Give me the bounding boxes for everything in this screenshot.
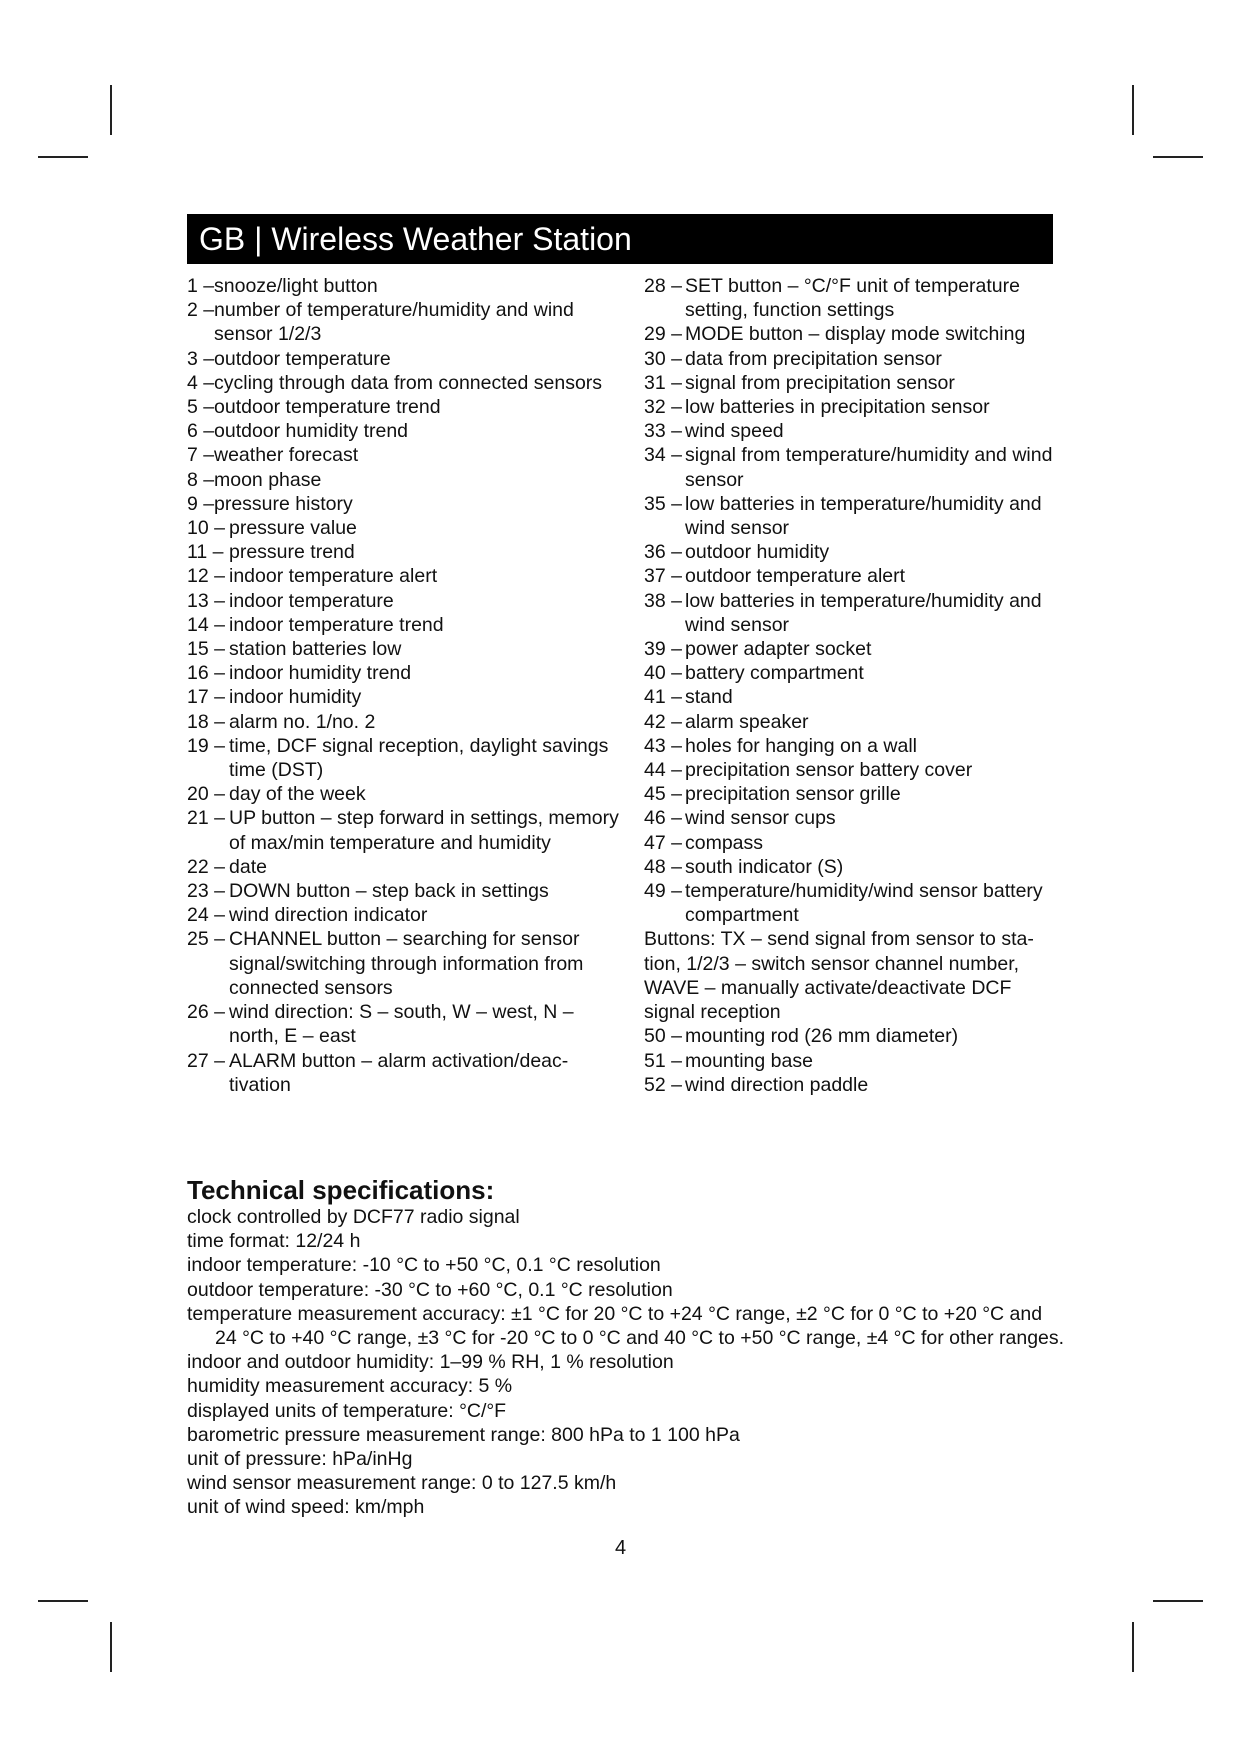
legend-item [187, 468, 627, 492]
legend-item [187, 637, 627, 661]
legend-item [187, 443, 627, 467]
legend-number: 48 – [644, 855, 682, 878]
crop-mark [38, 156, 88, 158]
legend-number: 3 – [187, 347, 215, 370]
legend-item [644, 322, 1064, 346]
legend-number: 6 – [187, 420, 215, 443]
legend-item [644, 395, 1064, 419]
legend-number: 44 – [644, 759, 682, 782]
legend-number: 8 – [187, 468, 215, 491]
legend-number: 43 – [644, 734, 682, 757]
legend-text: signal from temperature/humidity and wind sensor [685, 444, 1053, 491]
legend-number: 40 – [644, 662, 682, 685]
legend-number: 21 – [187, 807, 225, 830]
legend-item [187, 1000, 627, 1048]
legend-text: south indicator (S) [685, 855, 844, 878]
spec-line: indoor and outdoor humidity: 1–99 % RH, 1 % resolution [187, 1351, 674, 1374]
legend-number: 23 – [187, 880, 225, 903]
spec-line: unit of wind speed: km/mph [187, 1496, 425, 1519]
legend-item [644, 710, 1064, 734]
legend-number: 2 – [187, 299, 215, 322]
legend-number: 35 – [644, 492, 682, 515]
legend-number: 42 – [644, 710, 682, 733]
legend-item [187, 734, 627, 782]
legend-item [187, 710, 627, 734]
legend-text: pressure history [214, 492, 353, 515]
legend-number: 30 – [644, 347, 682, 370]
legend-item [187, 1049, 627, 1097]
crop-mark [38, 1600, 88, 1602]
legend-number: 9 – [187, 492, 215, 515]
crop-mark [1153, 156, 1203, 158]
legend-text: indoor temperature alert [229, 565, 438, 588]
legend-number: 52 – [644, 1073, 682, 1096]
legend-text: outdoor humidity [685, 541, 830, 564]
legend-text: alarm no. 1/no. 2 [229, 710, 376, 733]
legend-item [644, 443, 1064, 491]
legend-item [644, 371, 1064, 395]
legend-text: number of temperature/humidity and wind sensor 1/2/3 [214, 299, 574, 346]
legend-item [644, 589, 1064, 637]
legend-number: 46 – [644, 807, 682, 830]
legend-text: pressure value [229, 517, 357, 540]
legend-text: SET button – °C/°F unit of temperature setting, function settings [685, 275, 1020, 322]
legend-number: 18 – [187, 710, 225, 733]
legend-text: data from precipitation sensor [685, 347, 942, 370]
section-heading: Technical specifications: [187, 1175, 495, 1205]
legend-text: indoor humidity trend [229, 662, 412, 685]
legend-number: 33 – [644, 420, 682, 443]
legend-text: snooze/light button [214, 275, 378, 297]
legend-text: date [229, 855, 267, 878]
legend-item [644, 661, 1064, 685]
legend-text: outdoor temperature alert [685, 565, 906, 588]
legend-item [644, 637, 1064, 661]
legend-text: weather forecast [214, 444, 359, 467]
legend-item [187, 782, 627, 806]
legend-number: 13 – [187, 589, 225, 612]
legend-number: 41 – [644, 686, 682, 709]
legend-item [187, 589, 627, 613]
legend-item [644, 806, 1064, 830]
legend-text: wind sensor cups [685, 807, 836, 830]
legend-text: time, DCF signal reception, daylight savings time (DST) [229, 734, 609, 782]
legend-number: 34 – [644, 444, 682, 467]
legend-item [644, 347, 1064, 371]
legend-text: power adapter socket [685, 638, 872, 661]
spec-line: time format: 12/24 h [187, 1230, 361, 1253]
legend-text: ALARM button – alarm activation/deac-tivation [229, 1049, 569, 1096]
legend-number: 25 – [187, 928, 225, 951]
legend-text: wind speed [685, 420, 784, 443]
legend-item [187, 685, 627, 709]
legend-text: precipitation sensor battery cover [685, 759, 973, 782]
legend-number: 12 – [187, 565, 225, 588]
legend-number: 14 – [187, 613, 225, 636]
legend-text: outdoor temperature [214, 347, 391, 370]
spec-line: outdoor temperature: -30 °C to +60 °C, 0.1 °C resolution [187, 1278, 673, 1301]
legend-number: 24 – [187, 904, 225, 927]
legend-item [644, 758, 1064, 782]
legend-left-column [187, 274, 627, 1097]
legend-text: signal from precipitation sensor [685, 371, 955, 394]
legend-number: 47 – [644, 831, 682, 854]
legend-text: compass [685, 831, 764, 854]
legend-number: 38 – [644, 589, 682, 612]
legend-number: 29 – [644, 323, 682, 346]
legend-number: 19 – [187, 734, 225, 757]
spec-line: clock controlled by DCF77 radio signal [187, 1206, 520, 1228]
legend-text: UP button – step forward in settings, memory of max/min temperature and humidity [229, 807, 619, 854]
legend-number: 17 – [187, 686, 225, 709]
legend-number: 28 – [644, 275, 682, 297]
legend-item [644, 492, 1064, 540]
legend-text: precipitation sensor grille [685, 783, 901, 806]
legend-item [644, 879, 1064, 927]
legend-text: day of the week [229, 783, 366, 806]
legend-number: 37 – [644, 565, 682, 588]
legend-number: 4 – [187, 371, 215, 394]
legend-text: low batteries in temperature/humidity and wind sensor [685, 492, 1042, 540]
legend-text: holes for hanging on a wall [685, 734, 917, 757]
page-number: 4 [614, 1537, 627, 1559]
legend-number: 26 – [187, 1001, 225, 1024]
legend-item [187, 806, 627, 854]
legend-number: 39 – [644, 638, 682, 661]
legend-text: mounting rod (26 mm diameter) [685, 1025, 959, 1048]
legend-item [644, 734, 1064, 758]
legend-right-column [644, 274, 1064, 1097]
legend-text: wind direction: S – south, W – west, N – north, E – east [229, 1001, 574, 1048]
crop-mark [1132, 1622, 1134, 1672]
legend-number: 10 – [187, 517, 225, 540]
legend-item [187, 274, 627, 298]
legend-text: moon phase [214, 468, 322, 491]
legend-number: 45 – [644, 783, 682, 806]
legend-item [644, 685, 1064, 709]
crop-mark [1132, 85, 1134, 135]
legend-text: MODE button – display mode switching [685, 323, 1026, 346]
legend-item [187, 347, 627, 371]
legend-text: battery compartment [685, 662, 864, 685]
legend-item [187, 516, 627, 540]
technical-specifications [187, 1175, 1067, 1520]
legend-text: wind direction indicator [229, 904, 428, 927]
legend-text: alarm speaker [685, 710, 809, 733]
spec-line: temperature measurement accuracy: ±1 °C for 20 °C to +24 °C range, ±2 °C for 0 °C to +20 °C and [187, 1302, 1043, 1325]
crop-mark [110, 1622, 112, 1672]
legend-number: 5 – [187, 396, 215, 419]
spec-line: 24 °C to +40 °C range, ±3 °C for -20 °C to 0 °C and 40 °C to +50 °C range, ±4 °C for other ranges. [215, 1327, 1065, 1350]
legend-item [644, 274, 1064, 322]
legend-number: 7 – [187, 444, 215, 467]
legend-item [187, 298, 627, 346]
legend-item [644, 1073, 1064, 1097]
legend-item [187, 927, 627, 1000]
legend-text: indoor temperature trend [229, 613, 444, 636]
legend-item [187, 371, 627, 395]
legend-text: temperature/humidity/wind sensor battery compartment [685, 880, 1043, 927]
legend-number: 11 – [187, 541, 224, 564]
page-title: GB | Wireless Weather Station [187, 214, 1053, 264]
spec-line: indoor temperature: -10 °C to +50 °C, 0.1 °C resolution [187, 1254, 661, 1277]
crop-mark [1153, 1600, 1203, 1602]
legend-item [644, 1024, 1064, 1048]
legend-text: mounting base [685, 1049, 813, 1072]
legend-number: 31 – [644, 371, 682, 394]
legend-text: low batteries in temperature/humidity and wind sensor [685, 589, 1042, 636]
legend-text: pressure trend [229, 541, 355, 564]
legend-text: DOWN button – step back in settings [229, 880, 549, 903]
buttons-note: Buttons: TX – send signal from sensor to sta-tion, 1/2/3 – switch sensor channel number, WAVE – manually activate/deactivate DCF signal reception [644, 928, 1034, 1024]
legend-number: 36 – [644, 541, 682, 564]
legend-item [644, 564, 1064, 588]
legend-item [644, 540, 1064, 564]
legend-text: outdoor temperature trend [214, 396, 441, 419]
legend-text: outdoor humidity trend [214, 420, 409, 443]
legend-item [644, 831, 1064, 855]
legend-item [187, 492, 627, 516]
legend-item [187, 879, 627, 903]
legend-text: stand [685, 686, 733, 709]
legend-text: wind direction paddle [685, 1073, 869, 1096]
legend-text: indoor humidity [229, 686, 362, 709]
legend-number: 32 – [644, 396, 682, 419]
spec-line: wind sensor measurement range: 0 to 127.5 km/h [187, 1472, 617, 1495]
legend-item [644, 855, 1064, 879]
legend-text: indoor temperature [229, 589, 394, 612]
legend-number: 51 – [644, 1049, 682, 1072]
spec-line: barometric pressure measurement range: 800 hPa to 1 100 hPa [187, 1423, 740, 1446]
legend-item [187, 903, 627, 927]
legend-number: 15 – [187, 638, 225, 661]
legend-number: 49 – [644, 880, 682, 903]
legend-item [187, 855, 627, 879]
legend-text: station batteries low [229, 638, 402, 661]
legend-text: low batteries in precipitation sensor [685, 396, 990, 419]
spec-line: unit of pressure: hPa/inHg [187, 1448, 413, 1471]
legend-item [187, 540, 627, 564]
legend-text: cycling through data from connected sensors [214, 371, 603, 394]
spec-line: displayed units of temperature: °C/°F [187, 1399, 507, 1422]
legend-number: 22 – [187, 855, 225, 878]
legend-item [644, 419, 1064, 443]
legend-item [187, 419, 627, 443]
legend-item [187, 613, 627, 637]
legend-item [187, 661, 627, 685]
legend-item [187, 395, 627, 419]
legend-item [644, 1049, 1064, 1073]
legend-number: 20 – [187, 783, 225, 806]
legend-item [644, 782, 1064, 806]
legend-item [187, 564, 627, 588]
legend-number: 50 – [644, 1025, 682, 1048]
legend-number: 27 – [187, 1049, 225, 1072]
spec-line: humidity measurement accuracy: 5 % [187, 1375, 513, 1398]
legend-number: 16 – [187, 662, 225, 685]
legend-number: 1 – [187, 275, 215, 297]
legend-text: CHANNEL button – searching for sensor signal/switching through information from connected sensors [229, 928, 584, 999]
crop-mark [110, 85, 112, 135]
